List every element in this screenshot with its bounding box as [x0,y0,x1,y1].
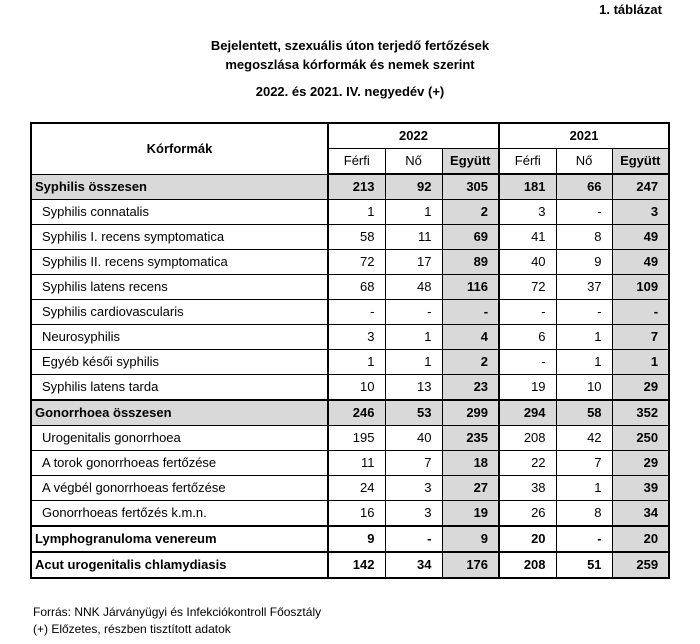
table-row [31,275,669,300]
table-title [0,36,700,101]
cell-total-2022: 69 [442,225,499,250]
row-disease-name: Urogenitalis gonorrhoea [31,426,328,451]
cell-male-2021: 22 [499,451,556,476]
cell-male-2021: 26 [499,501,556,527]
cell-female-2022: 3 [385,476,442,501]
cell-total-2021: 1 [612,350,669,375]
cell-female-2021: 1 [556,325,612,350]
table-row [31,476,669,501]
cell-female-2021: 7 [556,451,612,476]
cell-female-2022: 53 [385,400,442,426]
table-row [31,451,669,476]
cell-total-2022: 299 [442,400,499,426]
cell-male-2021: 38 [499,476,556,501]
cell-male-2022: 3 [328,325,385,350]
statistics-table [30,122,670,579]
cell-total-2022: 176 [442,552,499,578]
row-disease-name: Syphilis cardiovascularis [31,300,328,325]
title-line-1: Bejelentett, szexuális úton terjedő fertőzések [210,38,490,53]
cell-total-2022: 235 [442,426,499,451]
cell-total-2021: 20 [612,526,669,552]
table-row [31,552,669,578]
cell-total-2021: 39 [612,476,669,501]
cell-male-2021: 19 [499,375,556,401]
cell-total-2021: 247 [612,174,669,200]
cell-female-2022: 40 [385,426,442,451]
cell-male-2021: 3 [499,200,556,225]
cell-male-2022: 72 [328,250,385,275]
cell-total-2022: 2 [442,200,499,225]
row-disease-name: Gonorrhoea összesen [31,400,328,426]
cell-female-2022: 11 [385,225,442,250]
cell-total-2021: 29 [612,375,669,401]
header-disease: Kórformák [31,123,328,174]
cell-female-2022: - [385,300,442,325]
table-number-label: 1. táblázat [599,2,662,17]
cell-total-2022: 18 [442,451,499,476]
row-disease-name: A végbél gonorrhoeas fertőzése [31,476,328,501]
header-total-2022: Együtt [442,149,499,175]
cell-total-2022: 23 [442,375,499,401]
period-subtitle: 2022. és 2021. IV. negyedév (+) [255,84,445,99]
cell-female-2021: - [556,300,612,325]
cell-male-2021: 40 [499,250,556,275]
cell-total-2022: 305 [442,174,499,200]
cell-male-2021: 72 [499,275,556,300]
cell-male-2022: 246 [328,400,385,426]
table-row [31,200,669,225]
cell-female-2022: 13 [385,375,442,401]
cell-female-2022: 48 [385,275,442,300]
cell-male-2022: 213 [328,174,385,200]
header-male-2022: Férfi [328,149,385,175]
cell-total-2021: 34 [612,501,669,527]
cell-total-2022: - [442,300,499,325]
cell-female-2022: 3 [385,501,442,527]
cell-total-2022: 89 [442,250,499,275]
cell-total-2021: 250 [612,426,669,451]
table-row [31,375,669,401]
cell-female-2022: 17 [385,250,442,275]
cell-female-2022: 1 [385,350,442,375]
cell-female-2021: - [556,526,612,552]
header-female-2022: Nő [385,149,442,175]
cell-male-2021: - [499,300,556,325]
cell-female-2022: 34 [385,552,442,578]
row-disease-name: Syphilis connatalis [31,200,328,225]
row-disease-name: A torok gonorrhoeas fertőzése [31,451,328,476]
cell-total-2022: 2 [442,350,499,375]
table-row [31,426,669,451]
cell-male-2021: 294 [499,400,556,426]
cell-female-2021: 58 [556,400,612,426]
cell-male-2021: 20 [499,526,556,552]
row-disease-name: Gonorrhoeas fertőzés k.m.n. [31,501,328,527]
cell-female-2022: 1 [385,200,442,225]
cell-male-2022: 58 [328,225,385,250]
row-disease-name: Syphilis összesen [31,174,328,200]
cell-male-2022: 1 [328,350,385,375]
cell-male-2021: 208 [499,426,556,451]
table-row [31,400,669,426]
cell-male-2022: 68 [328,275,385,300]
cell-female-2021: 66 [556,174,612,200]
header-year-2022: 2022 [328,123,499,149]
cell-total-2021: - [612,300,669,325]
cell-total-2021: 352 [612,400,669,426]
cell-male-2021: - [499,350,556,375]
header-total-2021: Együtt [612,149,669,175]
table-row [31,325,669,350]
cell-total-2021: 29 [612,451,669,476]
table-row [31,350,669,375]
cell-total-2021: 3 [612,200,669,225]
header-female-2021: Nő [556,149,612,175]
cell-female-2021: 1 [556,350,612,375]
cell-male-2022: 10 [328,375,385,401]
cell-male-2022: 9 [328,526,385,552]
cell-male-2022: - [328,300,385,325]
footnotes [33,604,321,638]
cell-female-2021: 10 [556,375,612,401]
title-line-2: megoszlása kórformák és nemek szerint [225,57,475,72]
cell-male-2022: 16 [328,501,385,527]
cell-total-2021: 109 [612,275,669,300]
cell-male-2022: 142 [328,552,385,578]
table-row [31,250,669,275]
footnote-preliminary: (+) Előzetes, részben tisztított adatok [33,622,231,636]
row-disease-name: Egyéb késői syphilis [31,350,328,375]
cell-female-2021: 8 [556,501,612,527]
cell-male-2021: 208 [499,552,556,578]
cell-male-2022: 24 [328,476,385,501]
cell-female-2022: 1 [385,325,442,350]
cell-female-2021: 51 [556,552,612,578]
cell-male-2022: 195 [328,426,385,451]
cell-total-2022: 27 [442,476,499,501]
cell-female-2022: 7 [385,451,442,476]
cell-total-2022: 4 [442,325,499,350]
table-row [31,501,669,527]
cell-total-2021: 259 [612,552,669,578]
table-row [31,225,669,250]
row-disease-name: Lymphogranuloma venereum [31,526,328,552]
cell-male-2022: 11 [328,451,385,476]
cell-total-2021: 7 [612,325,669,350]
cell-female-2021: 37 [556,275,612,300]
cell-male-2021: 41 [499,225,556,250]
row-disease-name: Syphilis I. recens symptomatica [31,225,328,250]
table-row [31,526,669,552]
row-disease-name: Syphilis II. recens symptomatica [31,250,328,275]
cell-female-2022: - [385,526,442,552]
row-disease-name: Neurosyphilis [31,325,328,350]
cell-total-2021: 49 [612,225,669,250]
row-disease-name: Syphilis latens tarda [31,375,328,401]
header-male-2021: Férfi [499,149,556,175]
row-disease-name: Acut urogenitalis chlamydiasis [31,552,328,578]
cell-male-2021: 181 [499,174,556,200]
cell-female-2021: 1 [556,476,612,501]
cell-male-2021: 6 [499,325,556,350]
cell-female-2022: 92 [385,174,442,200]
cell-total-2021: 49 [612,250,669,275]
row-disease-name: Syphilis latens recens [31,275,328,300]
header-year-2021: 2021 [499,123,669,149]
cell-female-2021: 42 [556,426,612,451]
cell-female-2021: 8 [556,225,612,250]
cell-total-2022: 19 [442,501,499,527]
cell-total-2022: 9 [442,526,499,552]
footnote-source: Forrás: NNK Járványügyi és Infekciókontroll Főosztály [33,605,322,619]
table-row [31,300,669,325]
table-row [31,174,669,200]
cell-female-2021: 9 [556,250,612,275]
cell-female-2021: - [556,200,612,225]
cell-male-2022: 1 [328,200,385,225]
cell-total-2022: 116 [442,275,499,300]
